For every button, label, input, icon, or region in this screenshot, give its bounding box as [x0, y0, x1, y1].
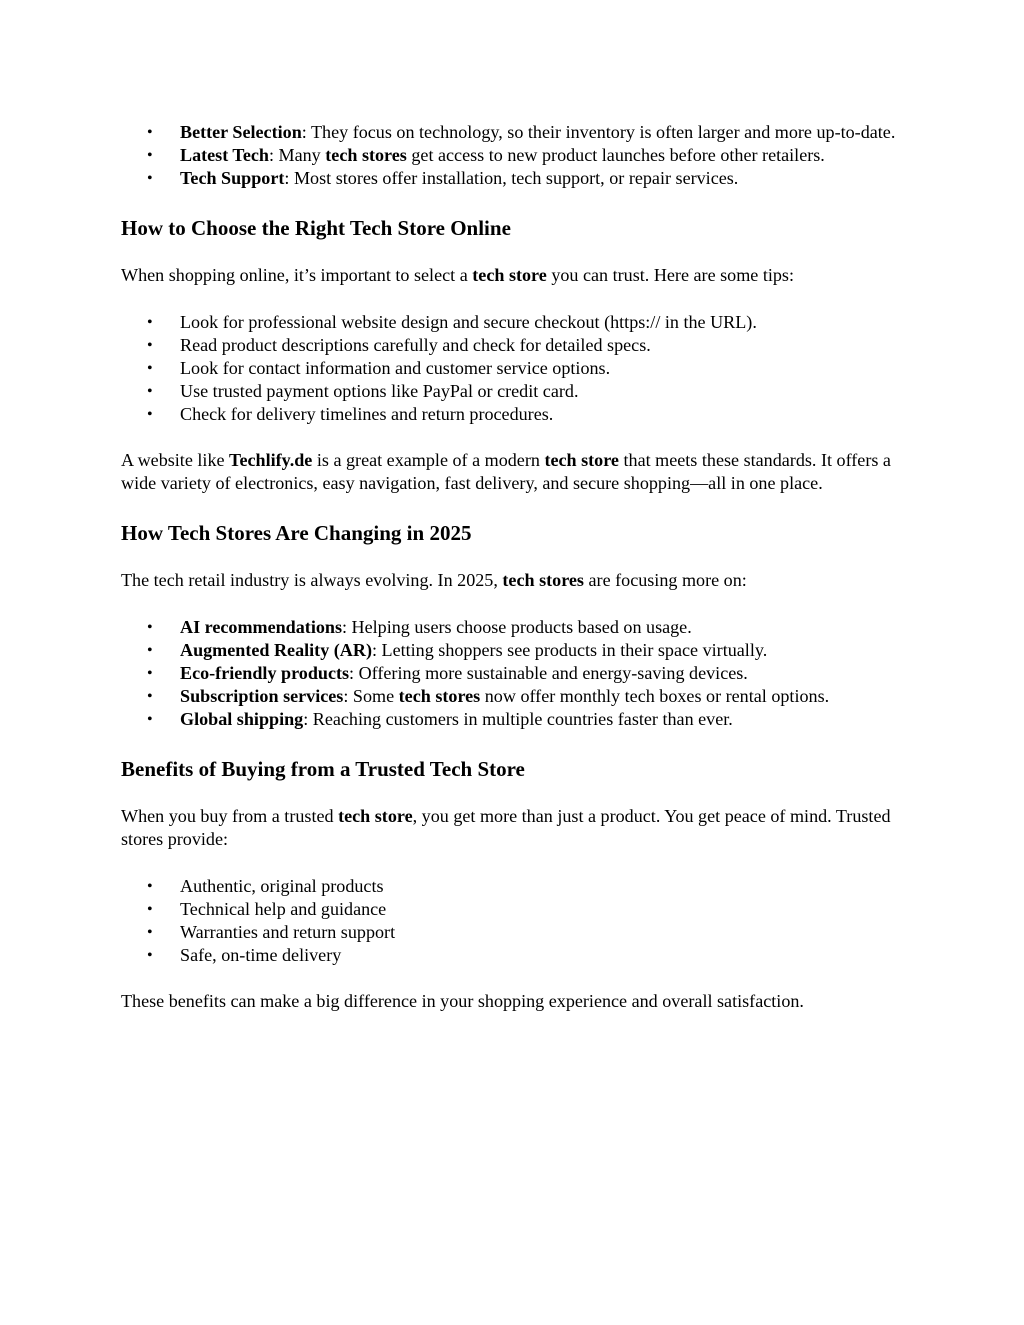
list-item: • Safe, on-time delivery: [147, 945, 342, 965]
list-item: • Read product descriptions carefully and check for detailed specs.: [147, 335, 651, 355]
bullet-icon: •: [147, 688, 153, 705]
list-item: • Use trusted payment options like PayPal or credit card.: [147, 381, 579, 401]
list-item: • Check for delivery timelines and return procedures.: [147, 404, 554, 424]
bullet-icon: •: [147, 124, 153, 141]
list-item: • Global shipping: Reaching customers in multiple countries faster than ever.: [147, 709, 733, 729]
section-heading: How Tech Stores Are Changing in 2025: [121, 521, 472, 545]
paragraph: The tech retail industry is always evolving. In 2025, tech stores are focusing more on:: [121, 570, 747, 590]
list-item: • Warranties and return support: [147, 922, 396, 942]
list-item: • AI recommendations: Helping users choose products based on usage.: [147, 617, 692, 637]
list-item: • Tech Support: Most stores offer installation, tech support, or repair services.: [147, 168, 739, 188]
list-item: • Look for contact information and customer service options.: [147, 358, 611, 378]
bullet-icon: •: [147, 314, 153, 331]
bullet-icon: •: [147, 947, 153, 964]
bullet-icon: •: [147, 901, 153, 918]
tips-list: [121, 311, 911, 426]
closing-paragraph: These benefits can make a big difference in your shopping experience and overall satisfaction.: [121, 991, 804, 1011]
section-heading: Benefits of Buying from a Trusted Tech Store: [121, 757, 525, 781]
paragraph: When you buy from a trusted tech store, you get more than just a product. You get peace of mind. Trusted stores provide:: [121, 806, 891, 849]
list-item: • Latest Tech: Many tech stores get access to new product launches before other retailers.: [147, 145, 825, 165]
bullet-icon: •: [147, 665, 153, 682]
bullet-icon: •: [147, 383, 153, 400]
list-item: • Authentic, original products: [147, 876, 384, 896]
bullet-icon: •: [147, 642, 153, 659]
bullet-icon: •: [147, 170, 153, 187]
list-item: • Eco-friendly products: Offering more sustainable and energy-saving devices.: [147, 663, 748, 683]
advantages-list: [121, 121, 911, 190]
section-heading: How to Choose the Right Tech Store Online: [121, 216, 511, 240]
list-item: • Look for professional website design and secure checkout (https:// in the URL).: [147, 312, 757, 332]
document-page: [121, 121, 911, 1013]
bullet-icon: •: [147, 619, 153, 636]
bullet-icon: •: [147, 711, 153, 728]
benefits-list: [121, 875, 911, 967]
bullet-icon: •: [147, 406, 153, 423]
bullet-icon: •: [147, 878, 153, 895]
bullet-icon: •: [147, 147, 153, 164]
bullet-icon: •: [147, 924, 153, 941]
bullet-icon: •: [147, 360, 153, 377]
list-item: • Better Selection: They focus on technology, so their inventory is often larger and more up-to-date.: [147, 122, 896, 142]
trends-list: [121, 616, 911, 731]
bullet-icon: •: [147, 337, 153, 354]
list-item: • Technical help and guidance: [147, 899, 387, 919]
paragraph: A website like Techlify.de is a great example of a modern tech store that meets these standards. It offers a wide variety of electronics, easy navigation, fast delivery, and secure shopping—all in one place.: [121, 450, 891, 493]
list-item: • Subscription services: Some tech stores now offer monthly tech boxes or rental options.: [147, 686, 830, 706]
list-item: • Augmented Reality (AR): Letting shoppers see products in their space virtually.: [147, 640, 768, 660]
paragraph: When shopping online, it’s important to select a tech store you can trust. Here are some tips:: [121, 265, 795, 285]
